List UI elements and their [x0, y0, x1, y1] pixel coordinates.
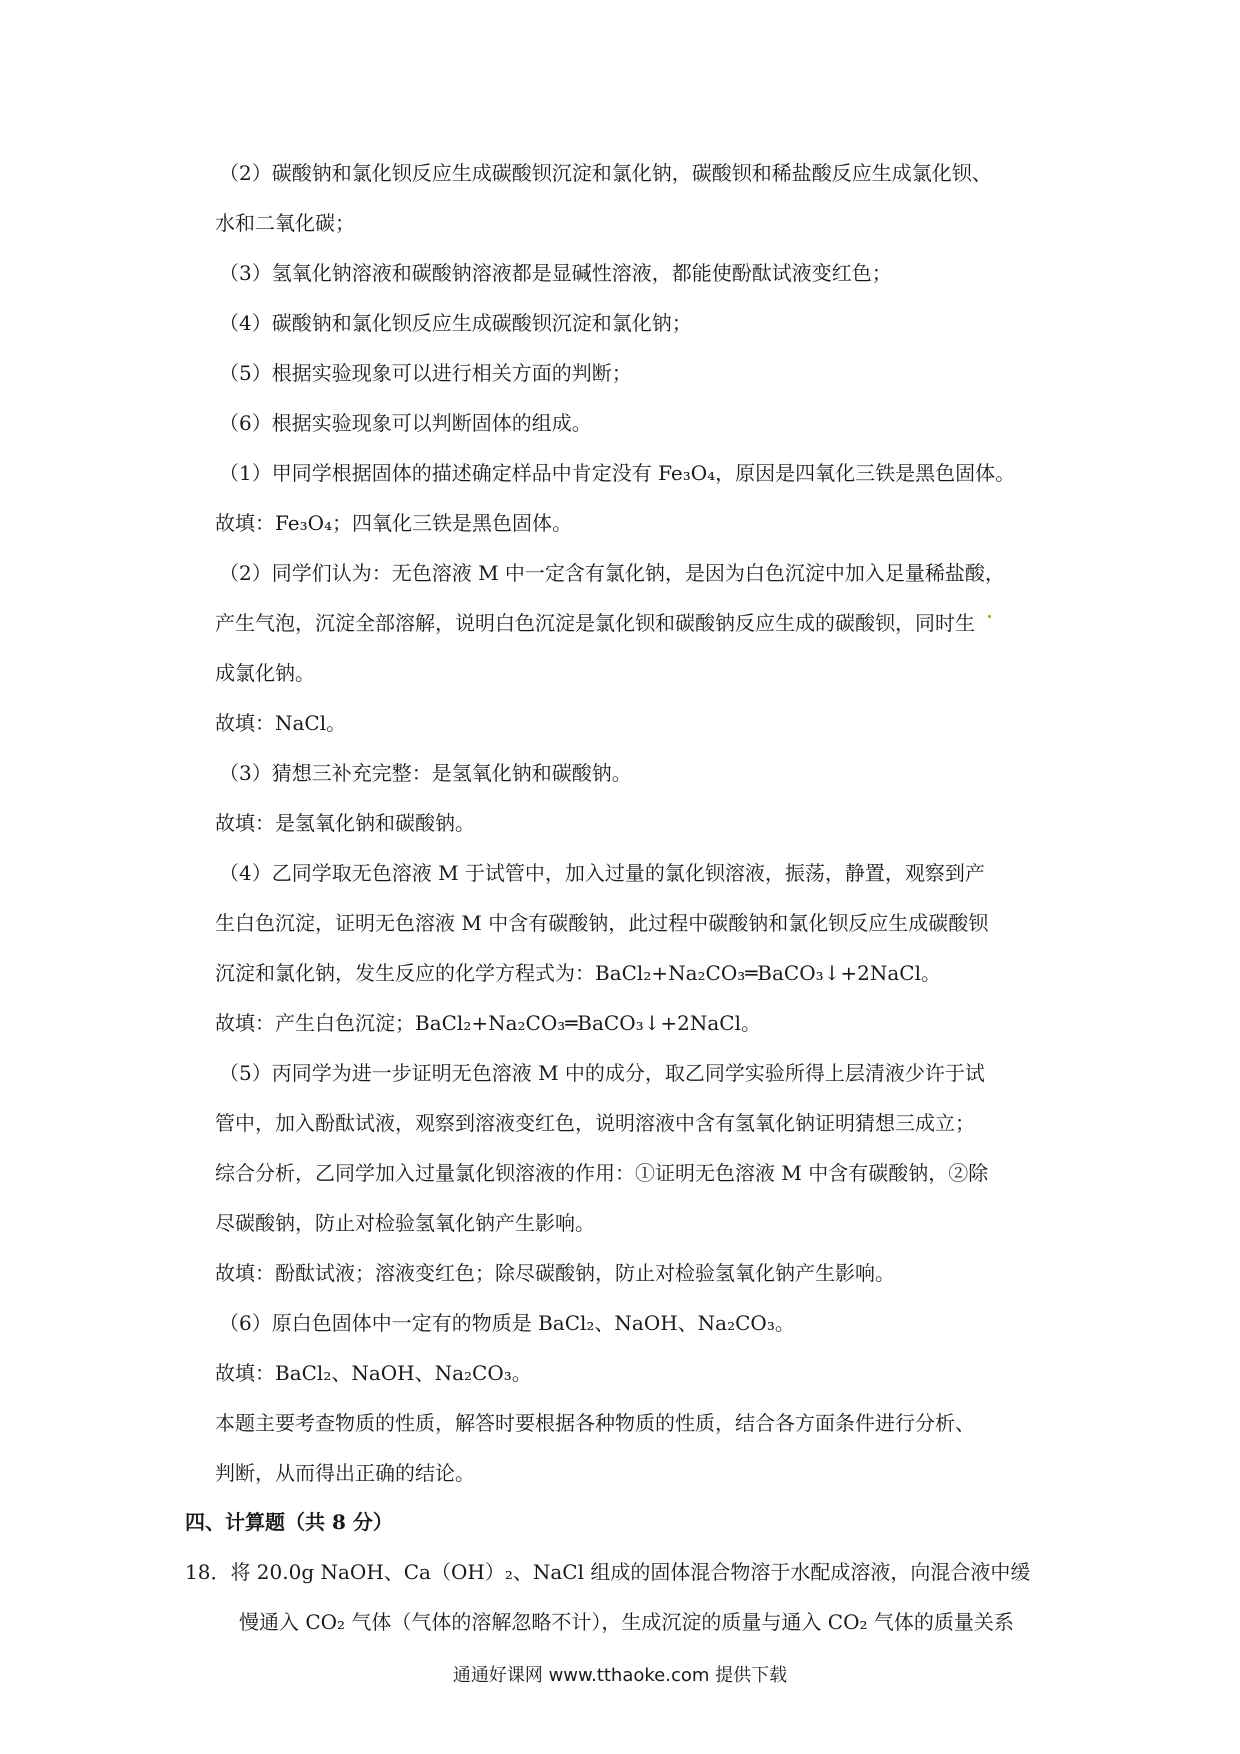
- text-line: （1）甲同学根据固体的描述确定样品中肯定没有 Fe₃O₄，原因是四氧化三铁是黑色固体。: [219, 461, 1016, 485]
- text-line: 成氯化钠。: [215, 661, 315, 685]
- text-line: 故填：BaCl₂、NaOH、Na₂CO₃。: [215, 1361, 532, 1385]
- text-line: （5）根据实验现象可以进行相关方面的判断；: [219, 361, 632, 385]
- question-line: 18．将 20.0g NaOH、Ca（OH）₂、NaCl 组成的固体混合物溶于水配成溶液，向混合液中缓: [185, 1560, 1031, 1584]
- text-line: （2）同学们认为：无色溶液 M 中一定含有氯化钠，是因为白色沉淀中加入足量稀盐酸，: [219, 561, 1005, 585]
- text-line: （6）根据实验现象可以判断固体的组成。: [219, 411, 592, 435]
- text-line: 产生气泡，沉淀全部溶解，说明白色沉淀是氯化钡和碳酸钠反应生成的碳酸钡，同时生: [215, 611, 975, 635]
- text-line: （4）碳酸钠和氯化钡反应生成碳酸钡沉淀和氯化钠；: [219, 311, 692, 335]
- text-line: 故填：NaCl。: [215, 711, 347, 735]
- section-heading: 四、计算题（共 8 分）: [185, 1510, 393, 1534]
- text-line: （3）氢氧化钠溶液和碳酸钠溶液都是显碱性溶液，都能使酚酞试液变红色；: [219, 261, 892, 285]
- text-line: （2）碳酸钠和氯化钡反应生成碳酸钡沉淀和氯化钠，碳酸钡和稀盐酸反应生成氯化钡、: [219, 161, 992, 185]
- text-line: 本题主要考查物质的性质，解答时要根据各种物质的性质，结合各方面条件进行分析、: [215, 1411, 975, 1435]
- text-line: 故填：酚酞试液；溶液变红色；除尽碳酸钠，防止对检验氢氧化钠产生影响。: [215, 1261, 895, 1285]
- text-line: （5）丙同学为进一步证明无色溶液 M 中的成分，取乙同学实验所得上层清液少许于试: [219, 1061, 985, 1085]
- text-line: （3）猜想三补充完整：是氢氧化钠和碳酸钠。: [219, 761, 632, 785]
- text-line: 故填：Fe₃O₄；四氧化三铁是黑色固体。: [215, 511, 573, 535]
- page-footer: 通通好课网 www.tthaoke.com 提供下载: [452, 1665, 788, 1686]
- text-line: 生白色沉淀，证明无色溶液 M 中含有碳酸钠，此过程中碳酸钠和氯化钡反应生成碳酸钡: [215, 911, 989, 935]
- text-line: 水和二氧化碳；: [215, 211, 355, 235]
- text-line: 沉淀和氯化钠，发生反应的化学方程式为：BaCl₂+Na₂CO₃═BaCO₃↓+2NaCl。: [215, 961, 941, 985]
- text-line: （4）乙同学取无色溶液 M 于试管中，加入过量的氯化钡溶液，振荡，静置，观察到产: [219, 861, 985, 885]
- text-line: （6）原白色固体中一定有的物质是 BaCl₂、NaOH、Na₂CO₃。: [219, 1311, 795, 1335]
- text-line: 综合分析，乙同学加入过量氯化钡溶液的作用：①证明无色溶液 M 中含有碳酸钠，②除: [215, 1161, 989, 1185]
- text-line: 故填：是氢氧化钠和碳酸钠。: [215, 811, 475, 835]
- text-line: 管中，加入酚酞试液，观察到溶液变红色，说明溶液中含有氢氧化钠证明猜想三成立；: [215, 1111, 975, 1135]
- stray-mark: [988, 615, 991, 618]
- text-line: 判断，从而得出正确的结论。: [215, 1461, 475, 1485]
- text-line: 慢通入 CO₂ 气体（气体的溶解忽略不计），生成沉淀的质量与通入 CO₂ 气体的质量关系: [239, 1610, 1014, 1634]
- text-line: 尽碳酸钠，防止对检验氢氧化钠产生影响。: [215, 1211, 595, 1235]
- text-line: 故填：产生白色沉淀；BaCl₂+Na₂CO₃═BaCO₃↓+2NaCl。: [215, 1011, 761, 1035]
